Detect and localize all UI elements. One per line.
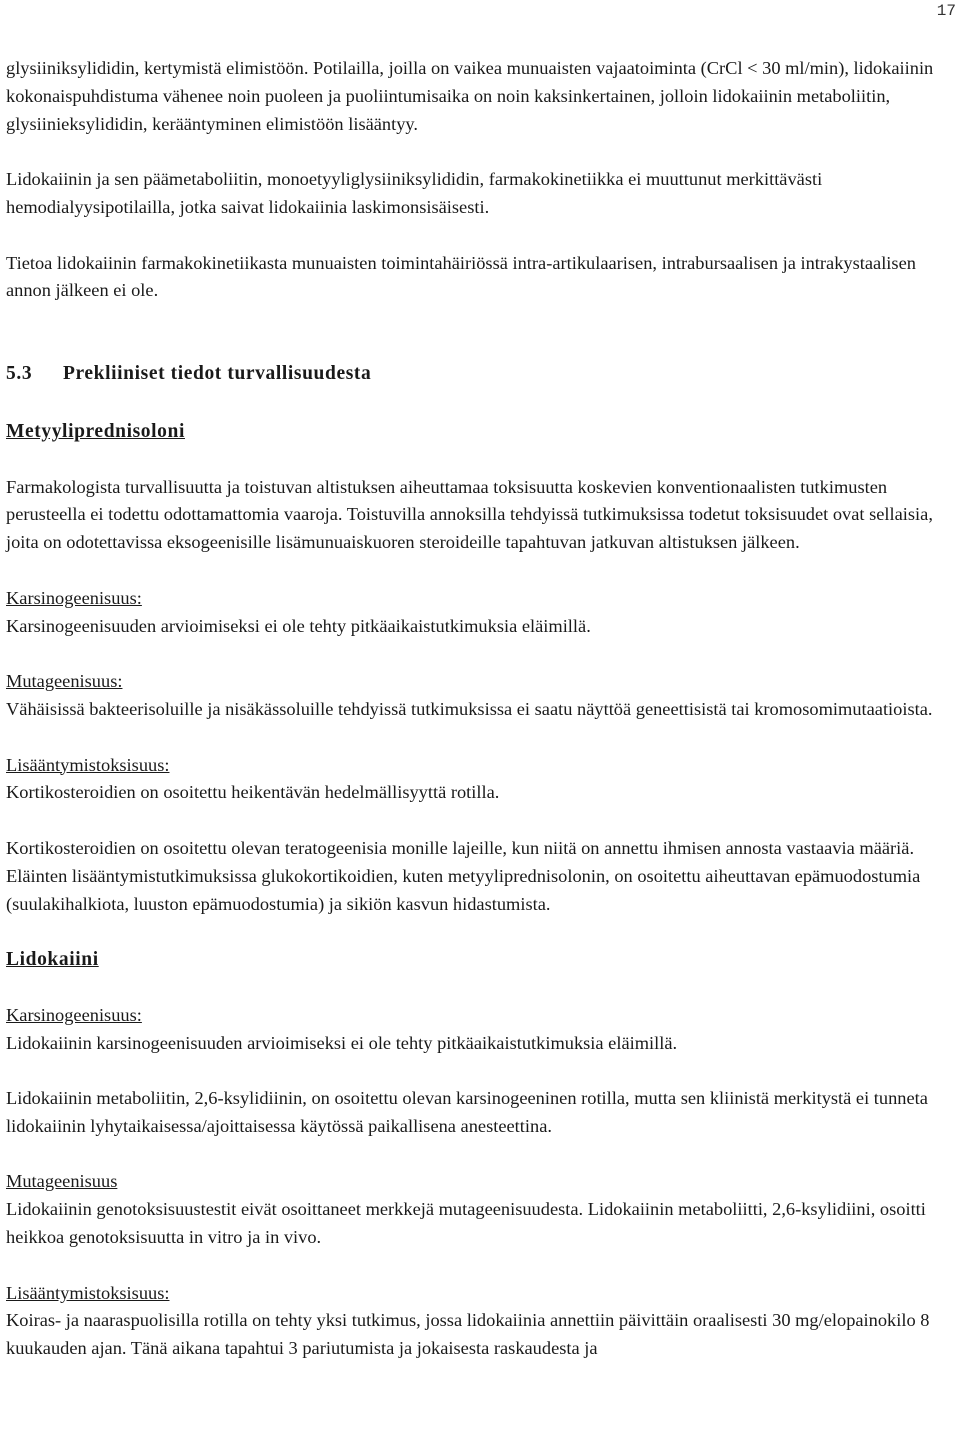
text-lido-reproductive: Koiras- ja naaraspuolisilla rotilla on tehty yksi tutkimus, jossa lidokaiinia annettiin päivittäin oraalisesti 30 mg/elopainokilo 8 kuukauden ajan. Tänä aikana tapahtui 3 pariutumista ja jokaisesta raskaudesta ja bbox=[6, 1310, 930, 1359]
paragraph-lido-metabolite: Lidokaiinin metaboliitin, 2,6-ksylidiinin, on osoitettu olevan karsinogeeninen rotilla, mutta sen kliinistä merkitystä ei tunneta lidokaiinin lyhytaikaisessa/ajoittaisessa käytössä paikallisena anesteettina. bbox=[6, 1088, 928, 1136]
section-title: Prekliiniset tiedot turvallisuudesta bbox=[63, 363, 372, 385]
document-body bbox=[6, 55, 954, 1363]
label-lido-carcinogenicity: Karsinogeenisuus: bbox=[6, 1004, 142, 1025]
section-heading bbox=[6, 360, 954, 388]
text-lido-carcinogenicity: Lidokaiinin karsinogeenisuuden arvioimiseksi ei ole tehty pitkäaikaistutkimuksia eläimillä. bbox=[6, 1032, 678, 1053]
paragraph-mp-teratogenicity: Kortikosteroidien on osoitettu olevan teratogeenisia monille lajeille, kun niitä on annettu ihmisen annosta vastaavia määriä. Eläinten lisääntymistutkimuksissa glukokortikoidien, kuten metyyliprednisolonin, on osoitettu aiheuttavan epämuodostumia (suulakihalkiota, luuston epämuodostumia) ja sikiön kasvun hidastumista. bbox=[6, 837, 921, 914]
text-mp-mutagenicity: Vähäisissä bakteerisoluille ja nisäkässoluille tehdyissä tutkimuksissa ei saatu näyttöä geneettisistä tai kromosomimutaatioista. bbox=[6, 698, 933, 719]
label-lido-reproductive: Lisääntymistoksisuus: bbox=[6, 1282, 170, 1303]
heading-metyyliprednisoloni: Metyyliprednisoloni bbox=[6, 420, 185, 442]
heading-lidokaiini: Lidokaiini bbox=[6, 949, 99, 971]
paragraph-renal-clearance: glysiiniksylididin, kertymistä elimistöön. Potilailla, joilla on vaikea munuaisten vajaatoiminta (CrCl < 30 ml/min), lidokaiinin kokonaispuhdistuma vähenee noin puoleen ja puoliintumisaika on noin kaksinkertainen, jolloin lidokaiinin metaboliitin, glysiinieksylididin, kerääntyminen elimistöön lisääntyy. bbox=[6, 58, 934, 134]
paragraph-hemodialysis: Lidokaiinin ja sen päämetaboliitin, monoetyyliglysiiniksylididin, farmakokinetiikka ei muuttunut merkittävästi hemodialyysipotilailla, jotka saivat lidokaiinia laskimonsisäisesti. bbox=[6, 169, 823, 217]
label-mp-carcinogenicity: Karsinogeenisuus: bbox=[6, 587, 142, 608]
page-number: 17 bbox=[936, 2, 956, 20]
label-mp-mutagenicity: Mutageenisuus: bbox=[6, 671, 123, 692]
label-lido-mutagenicity: Mutageenisuus bbox=[6, 1171, 118, 1192]
paragraph-mp-toxicity: Farmakologista turvallisuutta ja toistuvan altistuksen aiheuttamaa toksisuutta koskevien konventionaalisten tutkimusten perusteella ei todettu odottamattomia vaaroja. Toistuvilla annoksilla tehdyissä tutkimuksissa todetut toksisuudet ovat sellaisia, joita on odotettavissa eksogeenisille lisämunuaiskuoren steroideille tapahtuvan jatkuvan altistuksen jälkeen. bbox=[6, 476, 933, 553]
text-lido-mutagenicity: Lidokaiinin genotoksisuustestit eivät osoittaneet merkkejä mutageenisuudesta. Lidokaiinin metaboliitti, 2,6-ksylidiini, osoitti heikkoa genotoksisuutta in vitro ja in vivo. bbox=[6, 1199, 926, 1248]
paragraph-renal-dysfunction: Tietoa lidokaiinin farmakokinetiikasta munuaisten toimintahäiriössä intra-artikulaarisen, intrabursaalisen ja intrakystaalisen annon jälkeen ei ole. bbox=[6, 252, 916, 301]
text-mp-carcinogenicity: Karsinogeenisuuden arvioimiseksi ei ole tehty pitkäaikaistutkimuksia eläimillä. bbox=[6, 615, 591, 636]
section-number: 5.3 bbox=[6, 363, 33, 385]
text-mp-reproductive: Kortikosteroidien on osoitettu heikentävän hedelmällisyyttä rotilla. bbox=[6, 782, 500, 803]
label-mp-reproductive: Lisääntymistoksisuus: bbox=[6, 754, 170, 775]
